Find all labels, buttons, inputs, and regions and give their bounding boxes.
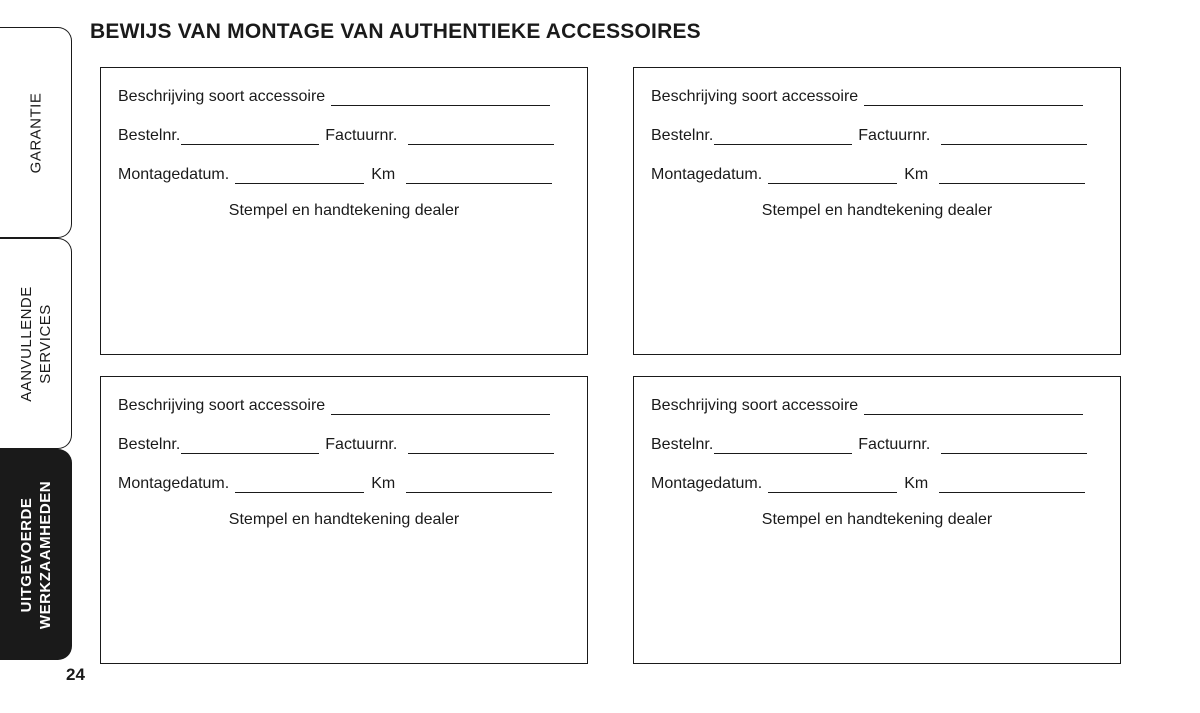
side-tab-label: GARANTIE bbox=[27, 92, 44, 173]
date-km-row bbox=[118, 162, 552, 184]
km-field[interactable] bbox=[406, 475, 552, 493]
km-field[interactable] bbox=[939, 166, 1085, 184]
description-label: Beschrijving soort accessoire bbox=[651, 88, 859, 105]
description-row bbox=[651, 84, 1083, 106]
date-label: Montagedatum. bbox=[118, 475, 230, 492]
date-label: Montagedatum. bbox=[651, 475, 763, 492]
order-field[interactable] bbox=[714, 127, 852, 145]
invoice-label: Factuurnr. bbox=[325, 127, 398, 144]
invoice-field[interactable] bbox=[941, 436, 1087, 454]
invoice-label: Factuurnr. bbox=[858, 127, 931, 144]
invoice-field[interactable] bbox=[408, 127, 554, 145]
description-row bbox=[651, 393, 1083, 415]
km-field[interactable] bbox=[406, 166, 552, 184]
description-field[interactable] bbox=[331, 397, 550, 415]
side-tab-garantie[interactable] bbox=[0, 27, 72, 238]
date-label: Montagedatum. bbox=[651, 166, 763, 183]
description-field[interactable] bbox=[331, 88, 550, 106]
order-field[interactable] bbox=[714, 436, 852, 454]
order-invoice-row bbox=[651, 123, 1087, 145]
description-field[interactable] bbox=[864, 397, 1083, 415]
date-field[interactable] bbox=[768, 475, 897, 493]
order-label: Bestelnr. bbox=[651, 127, 714, 144]
description-label: Beschrijving soort accessoire bbox=[651, 397, 859, 414]
invoice-label: Factuurnr. bbox=[858, 436, 931, 453]
accessory-form-card-1 bbox=[100, 67, 588, 355]
description-label: Beschrijving soort accessoire bbox=[118, 397, 326, 414]
invoice-label: Factuurnr. bbox=[325, 436, 398, 453]
accessory-form-card-3 bbox=[100, 376, 588, 664]
date-km-row bbox=[651, 471, 1085, 493]
invoice-field[interactable] bbox=[941, 127, 1087, 145]
invoice-field[interactable] bbox=[408, 436, 554, 454]
km-label: Km bbox=[904, 166, 929, 183]
order-invoice-row bbox=[118, 123, 554, 145]
dealer-stamp-label: Stempel en handtekening dealer bbox=[761, 202, 993, 219]
order-field[interactable] bbox=[181, 127, 319, 145]
date-field[interactable] bbox=[768, 166, 897, 184]
description-label: Beschrijving soort accessoire bbox=[118, 88, 326, 105]
dealer-stamp-label: Stempel en handtekening dealer bbox=[761, 511, 993, 528]
order-label: Bestelnr. bbox=[118, 127, 181, 144]
side-tab-label: UITGEVOERDE WERKZAAMHEDEN bbox=[17, 480, 54, 629]
date-field[interactable] bbox=[235, 166, 364, 184]
order-label: Bestelnr. bbox=[651, 436, 714, 453]
accessory-form-card-2 bbox=[633, 67, 1121, 355]
description-field[interactable] bbox=[864, 88, 1083, 106]
page-number: 24 bbox=[66, 665, 85, 684]
date-km-row bbox=[118, 471, 552, 493]
km-label: Km bbox=[371, 166, 396, 183]
side-tab-uitgevoerde-werkzaamheden[interactable] bbox=[0, 449, 72, 660]
km-field[interactable] bbox=[939, 475, 1085, 493]
dealer-stamp-label: Stempel en handtekening dealer bbox=[228, 511, 460, 528]
order-invoice-row bbox=[651, 432, 1087, 454]
side-tab-aanvullende-services[interactable] bbox=[0, 238, 72, 449]
side-tab-label: AANVULLENDE SERVICES bbox=[17, 285, 54, 402]
page-title: BEWIJS VAN MONTAGE VAN AUTHENTIEKE ACCESSOIRES bbox=[90, 20, 701, 43]
km-label: Km bbox=[904, 475, 929, 492]
order-label: Bestelnr. bbox=[118, 436, 181, 453]
accessory-form-card-4 bbox=[633, 376, 1121, 664]
km-label: Km bbox=[371, 475, 396, 492]
dealer-stamp-label: Stempel en handtekening dealer bbox=[228, 202, 460, 219]
date-label: Montagedatum. bbox=[118, 166, 230, 183]
date-km-row bbox=[651, 162, 1085, 184]
order-field[interactable] bbox=[181, 436, 319, 454]
description-row bbox=[118, 393, 550, 415]
order-invoice-row bbox=[118, 432, 554, 454]
date-field[interactable] bbox=[235, 475, 364, 493]
description-row bbox=[118, 84, 550, 106]
